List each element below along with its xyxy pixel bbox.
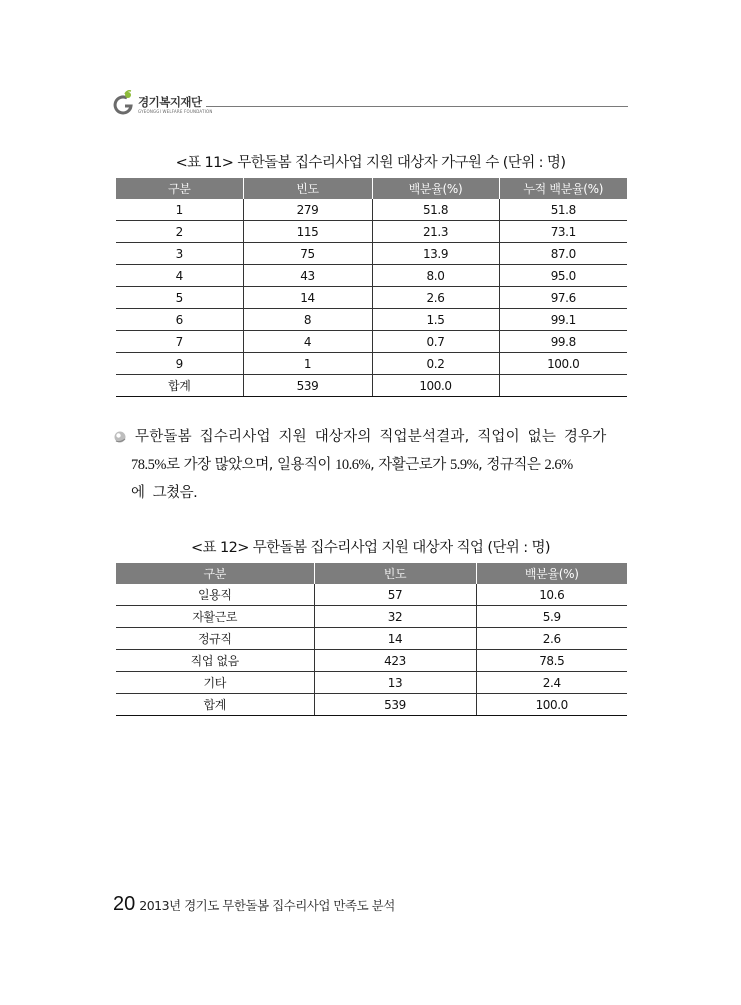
analysis-paragraph (113, 423, 628, 507)
table-cell: 51.8 (372, 199, 499, 221)
table-cell: 100.0 (372, 375, 499, 397)
table-cell: 99.8 (499, 331, 627, 353)
table-header-row (116, 178, 627, 199)
table-row (116, 584, 627, 606)
table-cell: 100.0 (476, 694, 627, 716)
household-size-table (116, 178, 627, 397)
column-header: 백분율(%) (372, 178, 499, 199)
paragraph-line: 78.5%로 가장 많았으며, 일용직이 10.6%, 자활근로가 5.9%, 정규직은 2.6% (131, 457, 573, 473)
page-number: 20 (113, 893, 136, 915)
table-cell: 5.9 (476, 606, 627, 628)
table-cell: 2.6 (476, 628, 627, 650)
table-cell: 9 (116, 353, 243, 375)
table-cell: 279 (243, 199, 372, 221)
table-cell: 기타 (116, 672, 314, 694)
footer-title: 2013년 경기도 무한돌봄 집수리사업 만족도 분석 (139, 898, 395, 913)
table-cell: 일용직 (116, 584, 314, 606)
table-cell: 8 (243, 309, 372, 331)
column-header: 구분 (116, 178, 243, 199)
table-cell: 97.6 (499, 287, 627, 309)
table-cell: 6 (116, 309, 243, 331)
column-header: 구분 (116, 563, 314, 584)
table-cell: 7 (116, 331, 243, 353)
foundation-logo-icon (113, 90, 135, 116)
table-total-row (116, 375, 627, 397)
occupation-table (116, 563, 627, 716)
table-cell: 0.7 (372, 331, 499, 353)
table-cell: 1 (116, 199, 243, 221)
table-row (116, 199, 627, 221)
table-cell: 51.8 (499, 199, 627, 221)
table-row (116, 606, 627, 628)
table11-caption: <표 11> 무한돌봄 집수리사업 지원 대상자 가구원 수 (단위 : 명) (175, 155, 566, 171)
table-cell: 13.9 (372, 243, 499, 265)
table-cell: 32 (314, 606, 476, 628)
column-header: 빈도 (314, 563, 476, 584)
table-cell: 95.0 (499, 265, 627, 287)
column-header: 백분율(%) (476, 563, 627, 584)
page-footer (113, 893, 395, 916)
table-total-row (116, 694, 627, 716)
org-subtitle: GYEONGGI WELFARE FOUNDATION (138, 109, 213, 114)
table-cell: 87.0 (499, 243, 627, 265)
table-row (116, 265, 627, 287)
table12-caption: <표 12> 무한돌봄 집수리사업 지원 대상자 직업 (단위 : 명) (191, 540, 550, 556)
table-row (116, 243, 627, 265)
table-cell: 14 (243, 287, 372, 309)
table-header-row (116, 563, 627, 584)
table-row (116, 309, 627, 331)
table-cell: 4 (116, 265, 243, 287)
table-cell: 합계 (116, 694, 314, 716)
table-cell: 5 (116, 287, 243, 309)
table-cell: 2.6 (372, 287, 499, 309)
page-header (113, 90, 628, 122)
table-cell: 합계 (116, 375, 243, 397)
table-cell: 539 (243, 375, 372, 397)
table-cell: 43 (243, 265, 372, 287)
table-row (116, 353, 627, 375)
table-cell: 2 (116, 221, 243, 243)
table-cell: 423 (314, 650, 476, 672)
table-cell: 정규직 (116, 628, 314, 650)
table-cell: 539 (314, 694, 476, 716)
header-divider (206, 106, 628, 107)
table-cell: 3 (116, 243, 243, 265)
table-cell: 75 (243, 243, 372, 265)
table-cell: 1 (243, 353, 372, 375)
table-cell: 78.5 (476, 650, 627, 672)
table-cell: 0.2 (372, 353, 499, 375)
table-cell: 100.0 (499, 353, 627, 375)
table-cell: 자활근로 (116, 606, 314, 628)
column-header: 누적 백분율(%) (499, 178, 627, 199)
table-row (116, 287, 627, 309)
table-cell: 1.5 (372, 309, 499, 331)
paragraph-line: 에 그쳤음. (131, 485, 198, 501)
table-cell: 21.3 (372, 221, 499, 243)
org-name: 경기복지재단 (138, 95, 202, 109)
table-cell: 13 (314, 672, 476, 694)
table-cell (499, 375, 627, 397)
column-header: 빈도 (243, 178, 372, 199)
table-cell: 직업 없음 (116, 650, 314, 672)
table-cell: 2.4 (476, 672, 627, 694)
table-cell: 10.6 (476, 584, 627, 606)
table-row (116, 628, 627, 650)
paragraph-line: 무한돌봄 집수리사업 지원 대상자의 직업분석결과, 직업이 없는 경우가 (135, 429, 607, 445)
table-row (116, 221, 627, 243)
table-cell: 73.1 (499, 221, 627, 243)
table-cell: 115 (243, 221, 372, 243)
table-cell: 57 (314, 584, 476, 606)
table-row (116, 672, 627, 694)
table-cell: 8.0 (372, 265, 499, 287)
table-cell: 4 (243, 331, 372, 353)
table-row (116, 331, 627, 353)
table-cell: 99.1 (499, 309, 627, 331)
table-row (116, 650, 627, 672)
table-cell: 14 (314, 628, 476, 650)
